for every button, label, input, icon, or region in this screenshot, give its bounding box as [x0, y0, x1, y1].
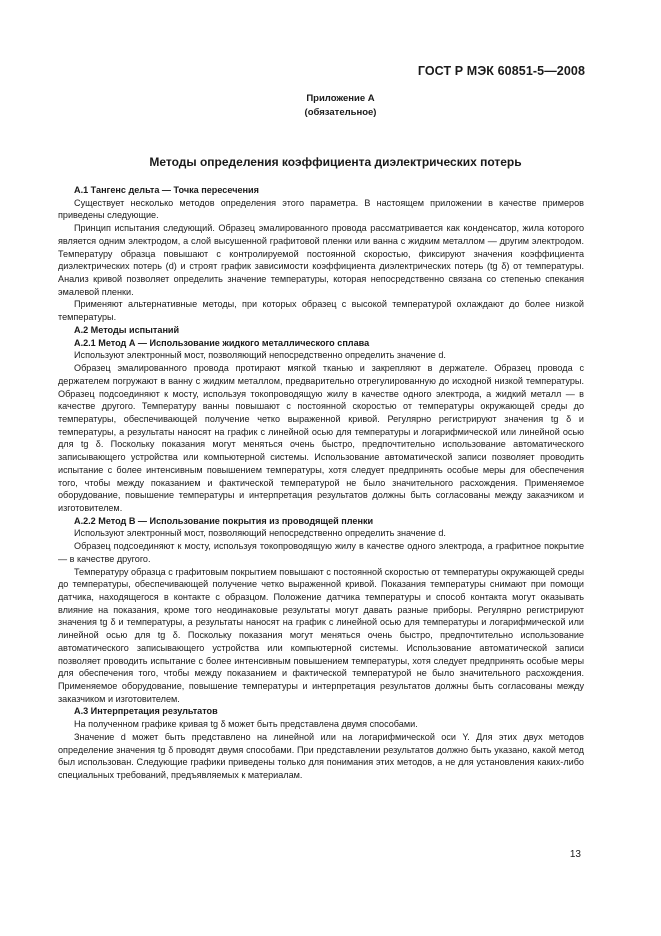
page-number: 13 — [569, 849, 581, 860]
section-heading: А.1 Тангенс дельта — Точка пересечения — [74, 185, 259, 195]
annex-status: (обязательное) — [304, 107, 377, 118]
body-paragraph: Образец эмалированного провода протирают мягкой тканью и закрепляют в держателе. Образец провода с держателем погружают в ванну с жидким металлом, предварительно отрегулированную до исходной низкой температуры. Образец подсоединяют к мосту, используя токопроводящую жилу в качестве одного электрода, а жидкий металл — в качестве другого. Температуру ванны повышают с постоянной скоростью от температуры окружающей среды до температуры, обеспечивающей получение четко выраженной кривой. Регулярно регистрируют значения tg δ и температуры, а результаты наносят на график с линейной осью для температуры и логарифмической или линейной осью для tg δ. Поскольку показания могут меняться очень быстро, предпочтительно использование автоматического записывающего устройства или компьютерной системы. Использование автоматической записи позволяет проводить испытание с более интенсивным повышением температуры, хотя следует предпринять особые меры для обеспечения того, чтобы между показанием и фактической температурой не было значительного расхождения. Применяемое оборудование, повышение температуры и интерпретация результатов должны быть согласованы между заказчиком и изготовителем. — [58, 363, 584, 513]
section-heading: А.3 Интерпретация результатов — [74, 706, 218, 717]
annex-label: Приложение А — [306, 93, 375, 104]
body-paragraph: Значение d может быть представлено на линейной или на логарифмической оси Y. Для этих двух методов определение значения tg δ проводят двумя способами. При представлении результатов должно быть указано, какой метод был использован. Следующие графики приведены только для понимания этих методов, а не для установления каких-либо специальных требований, предъявляемых к материалам. — [58, 731, 584, 781]
body-paragraph: Применяют альтернативные методы, при которых образец с высокой температурой охлаждают до более низкой температуры. — [58, 299, 584, 323]
body-paragraph: Используют электронный мост, позволяющий непосредственно определить значение d. — [74, 350, 446, 361]
standard-code: ГОСТ Р МЭК 60851-5—2008 — [417, 64, 585, 78]
annex-body — [58, 184, 584, 782]
body-paragraph: Температуру образца с графитовым покрытием повышают с постоянной скоростью от температуры окружающей среды до температуры, обеспечивающей получение четко выраженной кривой. Показания температуры снимают при помощи датчика, находящегося в контакте с образцом. Положение датчика температуры и способ контакта могут оказывать влияние на показания, кроме того неодинаковые результаты могут давать разные приборы. Регулярно регистрируют значения tg δ и температуры, а результаты наносят на график с линейной осью для температуры и логарифмической или линейной осью для tg δ. Поскольку показания могут меняться очень быстро, предпочтительно использование автоматического записывающего устройства или компьютерной системы. Использование автоматической записи позволяет проводить испытание с более интенсивным повышением температуры, хотя следует предпринять особые меры для обеспечения того, чтобы между показанием и фактической температурой не было значительного расхождения. Применяемое оборудование, повышение температуры и интерпретация результатов должны быть согласованы между заказчиком и изготовителем. — [58, 566, 584, 704]
section-heading: А.2.1 Метод А — Использование жидкого металлического сплава — [74, 337, 370, 348]
body-paragraph: Используют электронный мост, позволяющий непосредственно определить значение d. — [74, 528, 446, 539]
body-paragraph: Существует несколько методов определения этого параметра. В настоящем приложении в качестве примеров приведены следующие. — [58, 197, 584, 221]
body-paragraph: Принцип испытания следующий. Образец эмалированного провода рассматривается как конденсатор, жила которого является одним электродом, а слой высушенной графитовой пленки или ванна с жидким металлом — другим электродом. Температуру образца повышают с контролируемой постоянной скоростью, фиксируют значения коэффициента диэлектрических потерь (d) и строят график зависимости коэффициента диэлектрических потерь (tg δ) от температуры. Анализ кривой позволяет определить значение температуры, которая непосредственно связана со степенью спекания эмалевой пленки. — [58, 223, 584, 297]
section-heading: А.2.2 Метод В — Использование покрытия из проводящей пленки — [74, 515, 374, 526]
body-paragraph: На полученном графике кривая tg δ может быть представлена двумя способами. — [74, 719, 418, 730]
section-heading: А.2 Методы испытаний — [74, 324, 180, 335]
body-paragraph: Образец подсоединяют к мосту, используя токопроводящую жилу в качестве одного электрода, а графитное покрытие — в качестве другого. — [58, 541, 584, 564]
annex-title: Методы определения коэффициента диэлектрических потерь — [149, 155, 522, 169]
